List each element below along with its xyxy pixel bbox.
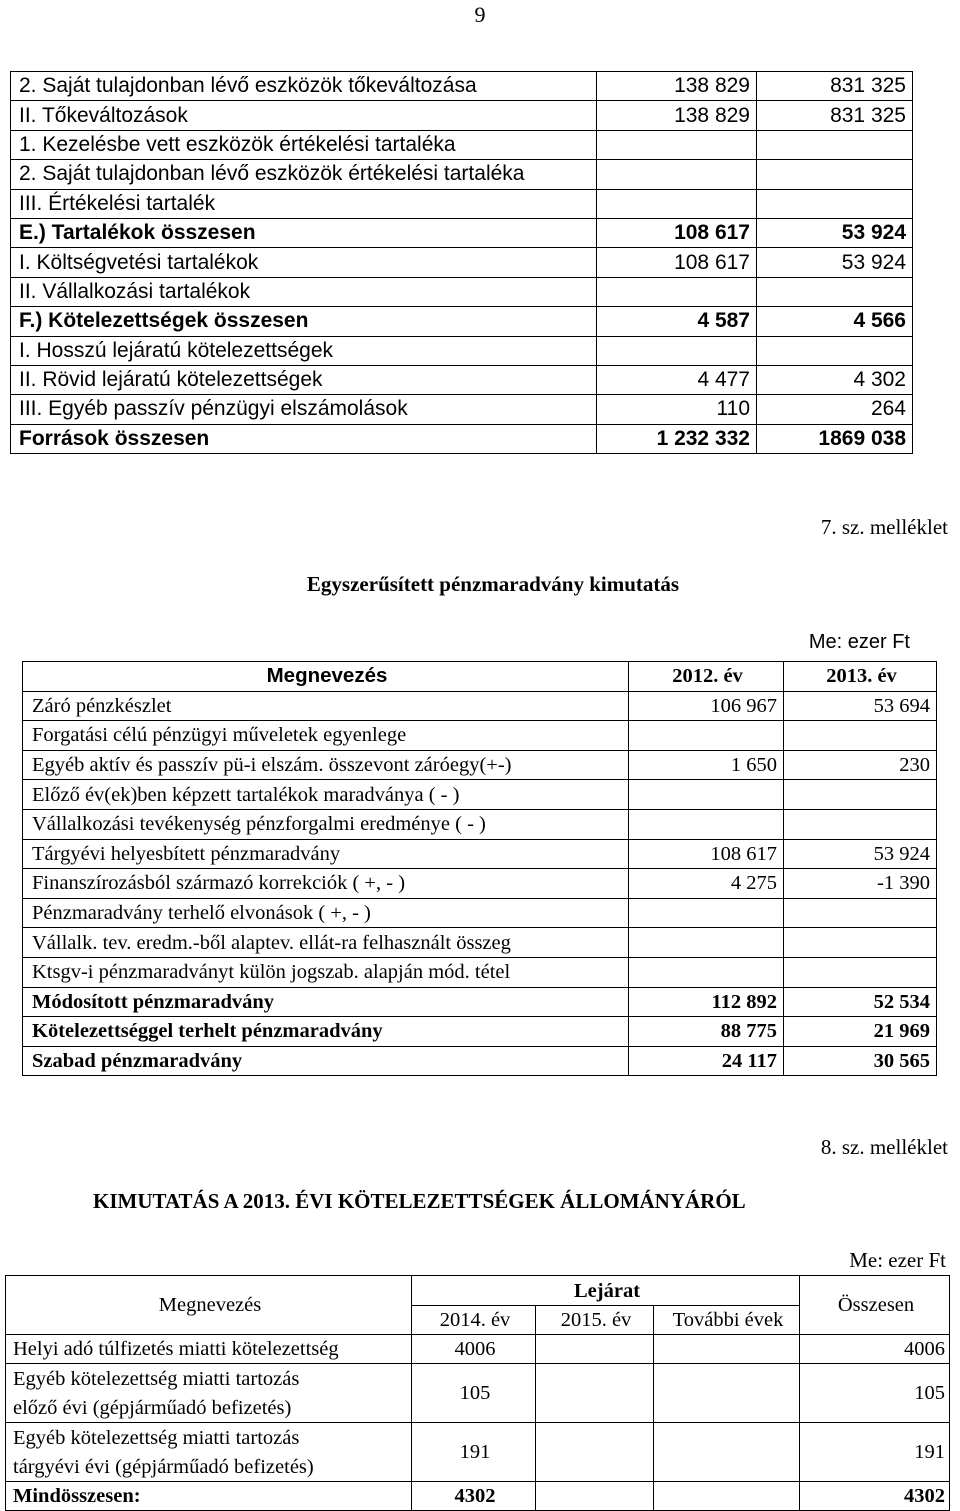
row-label: 2. Saját tulajdonban lévő eszközök tőkeváltozása: [11, 72, 597, 101]
value-total: 105: [800, 1364, 950, 1423]
value-2013: 53 694: [784, 691, 937, 721]
table-row: [11, 101, 913, 130]
table-row: [11, 189, 913, 218]
row-label: Előző év(ek)ben képzett tartalékok maradványa ( - ): [23, 780, 629, 810]
value-col-1: 108 617: [597, 218, 757, 247]
value-2015: [536, 1335, 654, 1364]
section-title-8: KIMUTATÁS A 2013. ÉVI KÖTELEZETTSÉGEK ÁLLOMÁNYÁRÓL: [93, 1189, 746, 1213]
table-row: [6, 1423, 950, 1482]
value-2013: 21 969: [784, 1017, 937, 1047]
value-2012: [629, 928, 784, 958]
value-2013: [784, 780, 937, 810]
value-later-years: [654, 1423, 800, 1482]
value-2012: 1 650: [629, 750, 784, 780]
value-col-2: [757, 189, 913, 218]
table-row: [23, 780, 937, 810]
table-row: [23, 691, 937, 721]
row-label: III. Értékelési tartalék: [11, 189, 597, 218]
value-col-1: 108 617: [597, 248, 757, 277]
row-label: Kötelezettséggel terhelt pénzmaradvány: [23, 1017, 629, 1047]
row-label: [6, 1482, 412, 1511]
value-2013: 52 534: [784, 987, 937, 1017]
value-2014: 105: [412, 1364, 536, 1423]
value-2012: [629, 721, 784, 751]
value-2013: [784, 898, 937, 928]
value-col-2: 53 924: [757, 248, 913, 277]
value-2013: [784, 809, 937, 839]
row-label: Forgatási célú pénzügyi műveletek egyenlege: [23, 721, 629, 751]
table-row: [11, 336, 913, 365]
table-row: [6, 1482, 950, 1511]
header-2012: 2012. év: [629, 662, 784, 692]
table-header-row: [6, 1276, 950, 1306]
row-label: Módosított pénzmaradvány: [23, 987, 629, 1017]
value-col-2: [757, 277, 913, 306]
table-row: [11, 277, 913, 306]
row-label: Pénzmaradvány terhelő elvonások ( +, - ): [23, 898, 629, 928]
table-row: [11, 218, 913, 247]
value-col-2: 1869 038: [757, 424, 913, 453]
row-label: Záró pénzkészlet: [23, 691, 629, 721]
table-row: [23, 898, 937, 928]
value-col-1: [597, 189, 757, 218]
value-2013: [784, 957, 937, 987]
unit-label-8: Me: ezer Ft: [849, 1248, 946, 1272]
table-row: [11, 395, 913, 424]
table-row: [11, 365, 913, 394]
row-label: [6, 1335, 412, 1364]
header-2013: 2013. év: [784, 662, 937, 692]
row-label: II. Vállalkozási tartalékok: [11, 277, 597, 306]
value-col-2: 4 566: [757, 307, 913, 336]
annex-label-8: 8. sz. melléklet: [820, 1135, 948, 1159]
value-col-1: 4 477: [597, 365, 757, 394]
row-label-line-1: Helyi adó túlfizetés miatti kötelezettség: [13, 1338, 339, 1360]
row-label: III. Egyéb passzív pénzügyi elszámolások: [11, 395, 597, 424]
value-2012: 88 775: [629, 1017, 784, 1047]
value-col-2: 831 325: [757, 101, 913, 130]
value-2013: 53 924: [784, 839, 937, 869]
table-row: [11, 160, 913, 189]
value-2013: -1 390: [784, 869, 937, 899]
value-2012: 4 275: [629, 869, 784, 899]
balance-table: [10, 71, 913, 454]
row-label: Finanszírozásból származó korrekciók ( +, - ): [23, 869, 629, 899]
row-label: I. Hosszú lejáratú kötelezettségek: [11, 336, 597, 365]
row-label: F.) Kötelezettségek összesen: [11, 307, 597, 336]
table-row: [23, 957, 937, 987]
annex-label-7: 7. sz. melléklet: [820, 515, 948, 539]
value-later-years: [654, 1482, 800, 1511]
row-label: II. Rövid lejáratú kötelezettségek: [11, 365, 597, 394]
cash-remainder-table: [22, 661, 937, 1076]
value-col-1: [597, 130, 757, 159]
row-label: Vállalkozási tevékenység pénzforgalmi eredménye ( - ): [23, 809, 629, 839]
header-name: Megnevezés: [6, 1276, 412, 1335]
value-col-1: 138 829: [597, 72, 757, 101]
value-col-1: [597, 336, 757, 365]
value-2013: 30 565: [784, 1046, 937, 1076]
row-label-line-2: előző évi (gépjárműadó befizetés): [13, 1396, 292, 1419]
value-2012: [629, 809, 784, 839]
value-col-1: 1 232 332: [597, 424, 757, 453]
row-label: Egyéb aktív és passzív pü-i elszám. összevont záróegy(+-): [23, 750, 629, 780]
table-row: [23, 869, 937, 899]
value-total: 191: [800, 1423, 950, 1482]
value-col-1: [597, 160, 757, 189]
value-2014: 191: [412, 1423, 536, 1482]
table-row: [23, 839, 937, 869]
row-label-line-2: tárgyévi évi (gépjárműadó befizetés): [13, 1455, 314, 1478]
row-label: Szabad pénzmaradvány: [23, 1046, 629, 1076]
value-total: 4006: [800, 1335, 950, 1364]
table-row: [23, 1017, 937, 1047]
value-col-2: [757, 160, 913, 189]
value-col-1: 110: [597, 395, 757, 424]
row-label: II. Tőkeváltozások: [11, 101, 597, 130]
table-row: [6, 1364, 950, 1423]
value-later-years: [654, 1335, 800, 1364]
header-maturity: Lejárat: [412, 1276, 800, 1306]
value-col-1: 4 587: [597, 307, 757, 336]
value-col-2: 264: [757, 395, 913, 424]
value-col-2: [757, 336, 913, 365]
row-label: Vállalk. tev. eredm.-ből alaptev. ellát-ra felhasznált összeg: [23, 928, 629, 958]
header-later-years: További évek: [654, 1306, 800, 1335]
row-label: 2. Saját tulajdonban lévő eszközök értékelési tartaléka: [11, 160, 597, 189]
value-2013: 230: [784, 750, 937, 780]
value-2012: [629, 898, 784, 928]
value-col-2: 831 325: [757, 72, 913, 101]
value-2012: 112 892: [629, 987, 784, 1017]
table-row: [11, 248, 913, 277]
liabilities-table: [5, 1275, 950, 1511]
header-total: Összesen: [800, 1276, 950, 1335]
value-2014: 4006: [412, 1335, 536, 1364]
value-2012: [629, 957, 784, 987]
table-row: [23, 1046, 937, 1076]
row-label: [6, 1364, 412, 1423]
unit-label-7: Me: ezer Ft: [808, 631, 910, 653]
row-label: Források összesen: [11, 424, 597, 453]
value-col-2: [757, 130, 913, 159]
value-2015: [536, 1423, 654, 1482]
value-2012: 106 967: [629, 691, 784, 721]
table-row: [23, 987, 937, 1017]
value-2012: 108 617: [629, 839, 784, 869]
value-2015: [536, 1482, 654, 1511]
table-header-row: [23, 662, 937, 692]
section-title-7: Egyszerűsített pénzmaradvány kimutatás: [306, 572, 680, 596]
table-row: [11, 307, 913, 336]
row-label: E.) Tartalékok összesen: [11, 218, 597, 247]
page-number: 9: [474, 2, 486, 27]
table-row: [6, 1335, 950, 1364]
value-col-1: [597, 277, 757, 306]
value-later-years: [654, 1364, 800, 1423]
header-name: Megnevezés: [23, 662, 629, 692]
row-label: 1. Kezelésbe vett eszközök értékelési tartaléka: [11, 130, 597, 159]
value-2012: [629, 780, 784, 810]
row-label: [6, 1423, 412, 1482]
row-label-line-1: Egyéb kötelezettség miatti tartozás: [13, 1367, 300, 1390]
row-label: I. Költségvetési tartalékok: [11, 248, 597, 277]
table-row: [11, 424, 913, 453]
table-row: [23, 809, 937, 839]
value-total: 4302: [800, 1482, 950, 1511]
row-label: Tárgyévi helyesbített pénzmaradvány: [23, 839, 629, 869]
table-row: [23, 928, 937, 958]
header-2014: 2014. év: [412, 1306, 536, 1335]
header-2015: 2015. év: [536, 1306, 654, 1335]
value-2012: 24 117: [629, 1046, 784, 1076]
value-2015: [536, 1364, 654, 1423]
table-row: [11, 130, 913, 159]
table-row: [11, 72, 913, 101]
value-2013: [784, 928, 937, 958]
value-col-1: 138 829: [597, 101, 757, 130]
value-2013: [784, 721, 937, 751]
value-col-2: 53 924: [757, 218, 913, 247]
table-row: [23, 721, 937, 751]
value-col-2: 4 302: [757, 365, 913, 394]
table-row: [23, 750, 937, 780]
row-label-line-1: Mindösszesen:: [13, 1485, 141, 1507]
value-2014: 4302: [412, 1482, 536, 1511]
row-label-line-1: Egyéb kötelezettség miatti tartozás: [13, 1426, 300, 1449]
row-label: Ktsgv-i pénzmaradványt külön jogszab. alapján mód. tétel: [23, 957, 629, 987]
